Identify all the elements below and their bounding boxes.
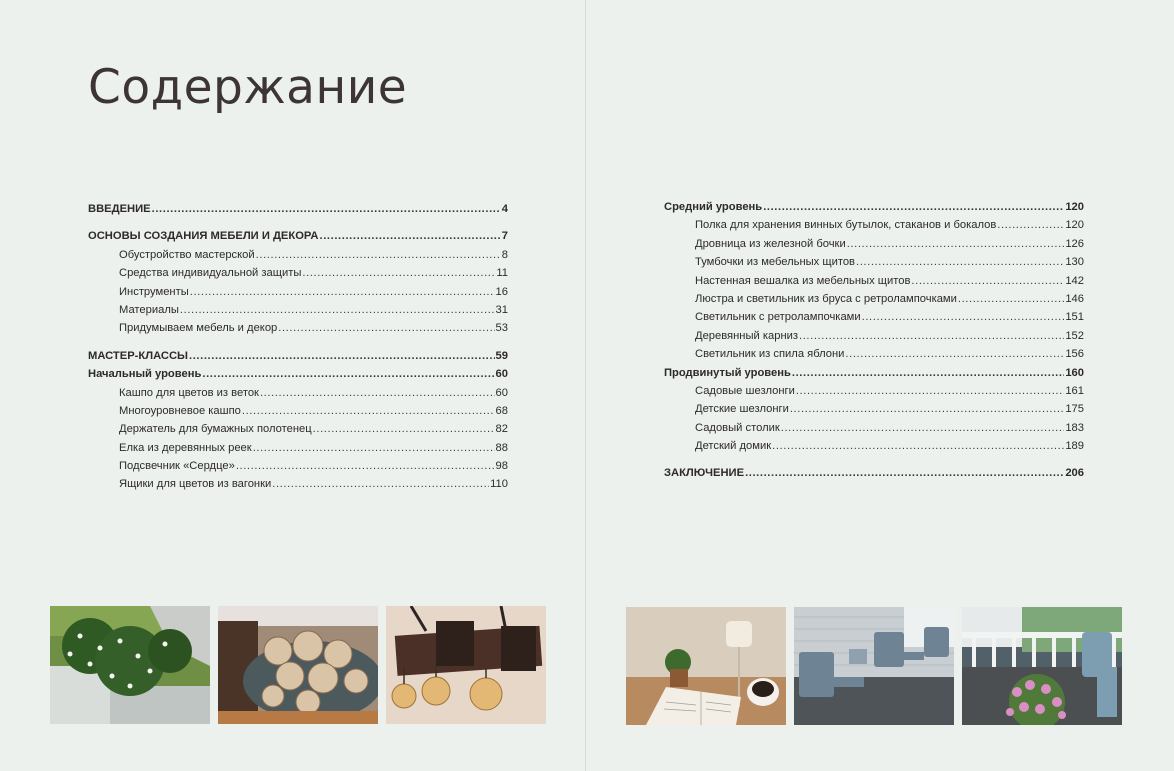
toc-page-number: 8 <box>501 248 508 261</box>
toc-entry[interactable] <box>88 264 508 282</box>
toc-page-number: 126 <box>1065 237 1084 250</box>
toc-dot-leader <box>845 345 1064 363</box>
toc-entry-title: ВВЕДЕНИЕ <box>88 203 151 215</box>
toc-dot-leader <box>781 419 1065 437</box>
toc-right-column <box>664 198 1084 483</box>
toc-entry-title: Продвинутый уровень <box>664 366 791 379</box>
toc-dot-leader <box>313 420 495 438</box>
firewood-basket-photo <box>218 606 378 724</box>
toc-entry[interactable] <box>88 384 508 402</box>
toc-entry-title: Елка из деревянных реек <box>119 441 252 454</box>
toc-page-number: 11 <box>496 267 508 280</box>
porch-flowers-photo <box>962 607 1122 725</box>
toc-entry[interactable] <box>88 319 508 337</box>
toc-entry[interactable] <box>664 464 1084 482</box>
toc-entry-title: Инструменты <box>119 285 189 298</box>
toc-entry-title: Обустройство мастерской <box>119 248 255 261</box>
toc-entry-title: Дровница из железной бочки <box>695 237 846 250</box>
toc-dot-leader <box>958 290 1064 308</box>
toc-entry-title: Держатель для бумажных полотенец <box>119 423 312 436</box>
toc-page-number: 59 <box>495 349 508 362</box>
toc-dot-leader <box>763 198 1064 216</box>
toc-dot-leader <box>189 347 495 365</box>
toc-page-number: 31 <box>495 303 508 316</box>
toc-entry[interactable] <box>88 227 508 245</box>
toc-page-number: 98 <box>495 460 508 473</box>
right-photo-strip <box>626 607 1122 725</box>
toc-entry-title: Люстра и светильник из бруса с ретролампочками <box>695 292 957 305</box>
toc-entry-title: Детский домик <box>695 440 772 453</box>
toc-entry[interactable] <box>88 439 508 457</box>
toc-entry[interactable] <box>664 364 1084 382</box>
toc-dot-leader <box>253 439 495 457</box>
toc-page-number: 110 <box>490 478 508 491</box>
toc-entry-title: Настенная вешалка из мебельных щитов <box>695 274 911 287</box>
toc-dot-leader <box>790 400 1064 418</box>
toc-page-number: 88 <box>495 441 508 454</box>
toc-dot-leader <box>796 382 1064 400</box>
toc-entry-title: Ящики для цветов из вагонки <box>119 478 272 491</box>
toc-page-number: 146 <box>1065 292 1084 305</box>
toc-page-number: 60 <box>495 386 508 399</box>
toc-dot-leader <box>256 246 501 264</box>
toc-entry[interactable] <box>664 382 1084 400</box>
page-title: Содержание <box>88 60 408 115</box>
toc-page-number: 4 <box>501 203 508 215</box>
toc-entry[interactable] <box>664 272 1084 290</box>
toc-dot-leader <box>236 457 495 475</box>
toc-entry[interactable] <box>88 301 508 319</box>
toc-entry-title: Садовый столик <box>695 421 780 434</box>
toc-dot-leader <box>862 308 1065 326</box>
toc-page-number: 175 <box>1065 403 1084 416</box>
toc-entry-title: Светильник с ретролампочками <box>695 311 861 324</box>
toc-entry-title: Тумбочки из мебельных щитов <box>695 256 856 269</box>
toc-entry[interactable] <box>664 400 1084 418</box>
flower-planter-photo <box>50 606 210 724</box>
toc-entry[interactable] <box>88 420 508 438</box>
toc-page-number: 152 <box>1065 329 1084 342</box>
toc-entry-title: Полка для хранения винных бутылок, стаканов и бокалов <box>695 219 997 232</box>
toc-entry[interactable] <box>664 198 1084 216</box>
toc-spacer <box>88 338 508 347</box>
book-gutter <box>585 0 586 771</box>
toc-page-number: 7 <box>501 230 508 243</box>
toc-entry-title: МАСТЕР-КЛАССЫ <box>88 349 188 362</box>
toc-entry[interactable] <box>664 290 1084 308</box>
toc-page-number: 130 <box>1065 256 1084 269</box>
toc-entry[interactable] <box>664 419 1084 437</box>
toc-entry[interactable] <box>88 457 508 475</box>
toc-page-number: 53 <box>495 322 508 335</box>
toc-page-number: 120 <box>1065 201 1084 213</box>
toc-page-number: 68 <box>495 404 508 417</box>
toc-dot-leader <box>911 272 1064 290</box>
toc-dot-leader <box>772 437 1064 455</box>
toc-page-number: 206 <box>1065 467 1084 480</box>
toc-dot-leader <box>260 384 495 402</box>
toc-entry-title: Детские шезлонги <box>695 403 789 416</box>
toc-dot-leader <box>997 216 1064 234</box>
toc-spacer <box>88 218 508 227</box>
toc-entry[interactable] <box>88 475 508 493</box>
toc-entry-title: Начальный уровень <box>88 368 202 381</box>
toc-page-number: 161 <box>1065 384 1084 397</box>
toc-entry-title: ЗАКЛЮЧЕНИЕ <box>664 467 745 480</box>
toc-entry[interactable] <box>88 246 508 264</box>
toc-left-column <box>88 200 508 494</box>
toc-entry-title: Садовые шезлонги <box>695 384 795 397</box>
toc-dot-leader <box>152 200 501 218</box>
toc-spacer <box>664 455 1084 464</box>
toc-page-number: 156 <box>1065 348 1084 361</box>
toc-entry-title: Многоуровневое кашпо <box>119 404 241 417</box>
toc-dot-leader <box>847 235 1065 253</box>
toc-page-number: 82 <box>495 423 508 436</box>
toc-entry[interactable] <box>664 437 1084 455</box>
toc-dot-leader <box>799 327 1064 345</box>
toc-dot-leader <box>319 227 500 245</box>
toc-entry-title: Деревянный карниз <box>695 329 799 342</box>
toc-entry[interactable] <box>88 283 508 301</box>
toc-entry[interactable] <box>664 253 1084 271</box>
toc-page-number: 60 <box>495 368 508 381</box>
toc-dot-leader <box>180 301 495 319</box>
toc-entry[interactable] <box>88 200 508 218</box>
toc-entry[interactable] <box>88 402 508 420</box>
toc-entry[interactable] <box>664 308 1084 326</box>
toc-entry-title: Кашпо для цветов из веток <box>119 386 259 399</box>
toc-dot-leader <box>190 283 495 301</box>
toc-entry[interactable] <box>664 216 1084 234</box>
toc-entry-title: Придумываем мебель и декор <box>119 322 278 335</box>
toc-page-number: 120 <box>1065 219 1084 232</box>
toc-entry-title: Светильник из спила яблони <box>695 348 845 361</box>
toc-page-number: 142 <box>1065 274 1084 287</box>
toc-entry-title: Подсвечник «Сердце» <box>119 460 235 473</box>
toc-entry[interactable] <box>664 345 1084 363</box>
toc-dot-leader <box>856 253 1064 271</box>
toc-dot-leader <box>272 475 489 493</box>
toc-entry-title: Материалы <box>119 303 179 316</box>
left-photo-strip <box>50 606 546 724</box>
toc-dot-leader <box>202 365 494 383</box>
toc-page-number: 16 <box>495 285 508 298</box>
toc-page-number: 160 <box>1065 366 1084 379</box>
toc-dot-leader <box>792 364 1064 382</box>
deck-chairs-photo <box>794 607 954 725</box>
toc-entry[interactable] <box>88 347 508 365</box>
toc-dot-leader <box>302 264 495 282</box>
toc-entry[interactable] <box>664 327 1084 345</box>
candle-book-photo <box>626 607 786 725</box>
beam-lamp-photo <box>386 606 546 724</box>
toc-entry-title: Средства индивидуальной защиты <box>119 267 302 280</box>
toc-dot-leader <box>278 319 494 337</box>
toc-entry-title: Средний уровень <box>664 201 763 213</box>
toc-dot-leader <box>242 402 495 420</box>
toc-dot-leader <box>745 464 1064 482</box>
toc-entry[interactable] <box>88 365 508 383</box>
toc-page-number: 189 <box>1065 440 1084 453</box>
toc-page-number: 151 <box>1065 311 1084 324</box>
toc-entry[interactable] <box>664 235 1084 253</box>
toc-entry-title: ОСНОВЫ СОЗДАНИЯ МЕБЕЛИ И ДЕКОРА <box>88 230 319 243</box>
toc-page-number: 183 <box>1065 421 1084 434</box>
